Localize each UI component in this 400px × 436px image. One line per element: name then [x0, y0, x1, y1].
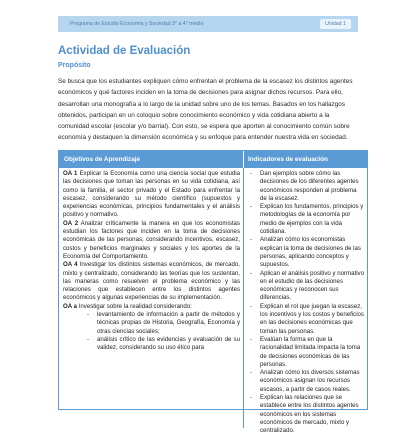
table-header [59, 151, 367, 168]
objective-text: Explicar la Economía como una ciencia social que estudia las decisiones que toman las personas en su vida cotidiana, así como la familia, el sector privado y el Estado para enfrentar la escasez, considerando su método científico (supuestos y experiencias económicas, principios fundamentales y el análisis positivo y normativo. [63, 170, 240, 219]
section-subtitle: Propósito [58, 62, 91, 69]
list-item: - Explican los fundamentos, principios y metodologías de la economía por medio de ejemplos con la vida cotidiana. [246, 203, 364, 236]
list-item: - análisis crítico de las evidencias y evaluación de su validez, considerando su uso ético para [63, 336, 240, 353]
header-bar [58, 16, 358, 32]
indicators-cell [244, 168, 367, 435]
list-item: - Explican las relaciones que se establece entre los distintos agentes económicos en los sistemas económicos de mercado, mixto y centralizado. [246, 394, 364, 435]
indicator-list [246, 170, 364, 436]
objective-item [63, 220, 240, 261]
list-item: - Dan ejemplos sobre cómo las decisiones de los diferentes agentes económicos responden al problema de la escasez. [246, 170, 364, 203]
objective-text: Analizar críticamente la manera en que los economistas estudian los factores que inciden en la toma de decisiones económicas de las personas, considerando incentivos, escasez, costos y beneficios marginales y sociales y los aportes de la Economía del Comportamiento. [63, 219, 240, 260]
unit-badge: Unidad 1 [320, 19, 351, 29]
list-item: - levantamiento de información a partir de métodos y técnicas propias de Historia, Geografía, Economía y otras ciencias sociales; [63, 311, 240, 336]
objective-text: Investigar los distintos sistemas económicos, de mercado, mixto y centralizado, considerando las teorías que los sustentan, las maneras como resuelven el problema económico y las relaciones que establecen entre los distintos agentes económicos y algunas experiencias de su implementación. [63, 261, 240, 302]
objective-sublist [63, 311, 240, 352]
evaluation-table [58, 150, 368, 435]
purpose-paragraph: Se busca que los estudiantes expliquen cómo enfrentan el problema de la escasez los distintos agentes económicos y qué factores inciden en la toma de decisiones para asignar dichos recursos. Para ello, desarrollan una monografía a lo largo de la unidad sobre uno de los temas. Basados en los hallazgos obtenidos, participan en un coloquio sobre conocimiento económico y vida cotidiana abierto a la comunidad escolar (escolar y/o barrial). Con esto, se espera que aporten al conocimiento común sobre economía y destaquen la dimensión económica y su enfoque para entender nuestra vida en sociedad. [58, 78, 353, 142]
objectives-header: Objetivos de Aprendizaje [59, 151, 244, 168]
objective-text: Investigar sobre la realidad considerando: [77, 302, 192, 310]
list-item: - Evalúan la forma en que la racionalidad limitada impacta la toma de decisiones económicas de las personas. [246, 336, 364, 369]
objectives-cell [59, 168, 244, 428]
objective-item [63, 303, 240, 311]
objective-code: OA 4 [63, 261, 78, 269]
list-item: - Analizan cómo los economistas explican la toma de decisiones de las personas, aplicando conceptos y supuestos. [246, 236, 364, 269]
objective-code: OA 1 [63, 170, 78, 177]
objective-code: OA a [63, 302, 77, 310]
program-title: Programa de Estudio Economía y Sociedad 3° a 4° medio [70, 21, 204, 27]
objective-item [63, 170, 240, 220]
objective-item [63, 261, 240, 302]
table-body [59, 168, 367, 435]
list-item: - Aplican el análisis positivo y normativo en el estudio de las decisiones económicas y reconocen sus diferencias. [246, 270, 364, 303]
page-title: Actividad de Evaluación [58, 45, 191, 57]
objective-code: OA 2 [63, 219, 79, 227]
indicators-header: Indicadores de evaluación [248, 156, 328, 163]
list-item: - Analizan cómo los diversos sistemas económicos asignan los recursos escasos, a partir de casos reales. [246, 369, 364, 394]
list-item: - Explican el rol que juegan la escasez, los incentivos y los costos y beneficios en las decisiones económicas que toman las personas. [246, 303, 364, 336]
